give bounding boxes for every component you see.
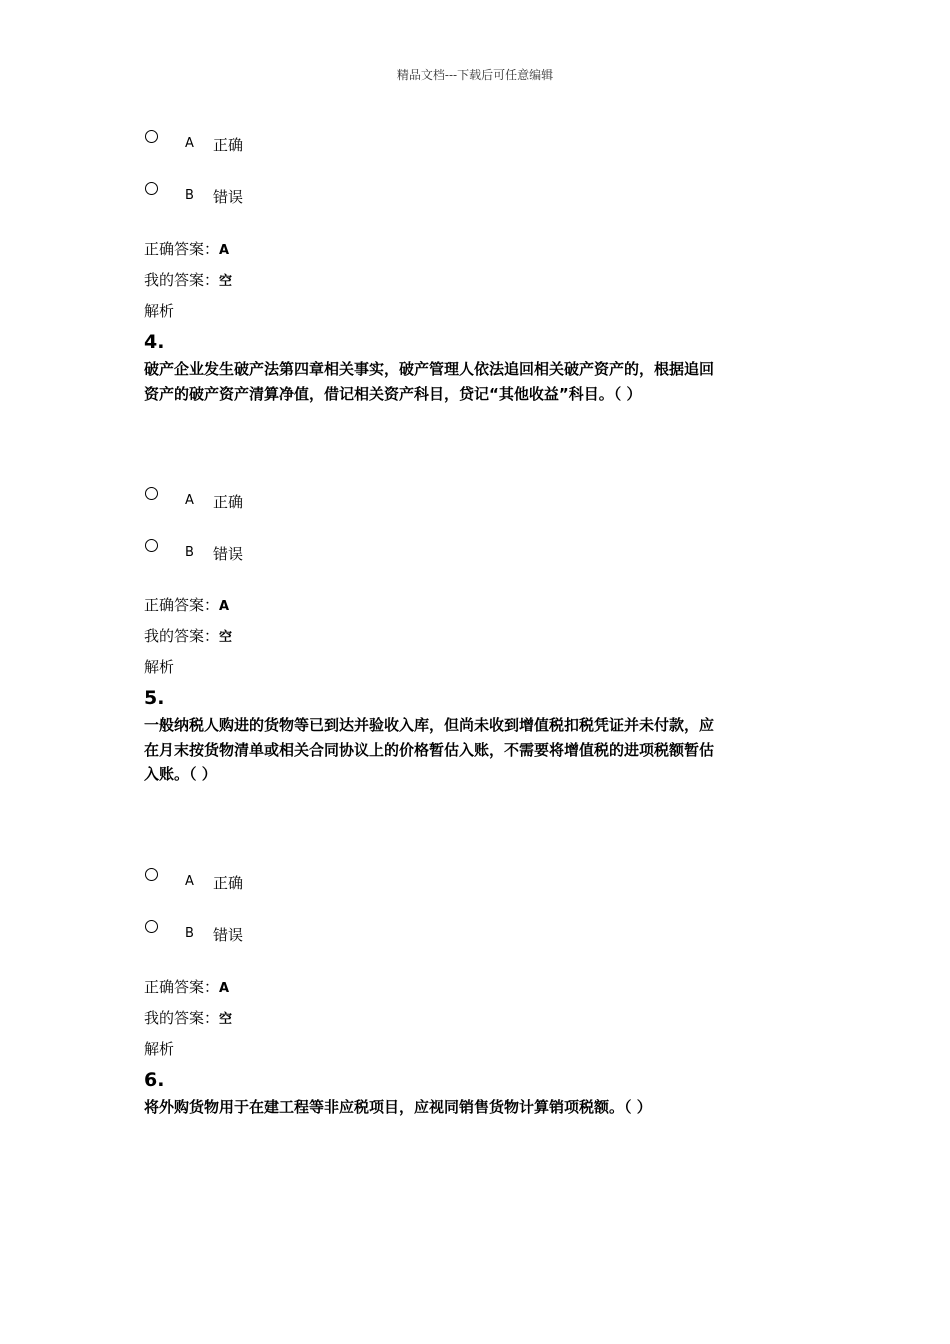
q3-option-a-letter: A [185, 136, 194, 151]
correct-answer-value: A [219, 981, 230, 996]
my-answer-value: 空 [219, 1012, 233, 1027]
q3-my-answer [144, 269, 232, 290]
q5-text-line: 入账。（ ） [144, 765, 217, 783]
q6-text-line: 将外购货物用于在建工程等非应税项目，应视同销售货物计算销项税额。（ ） [144, 1098, 652, 1116]
q4-text [144, 357, 804, 406]
q4-option-a-text[interactable]: 正确 [213, 493, 244, 511]
my-answer-value: 空 [219, 630, 233, 645]
my-answer-label: 我的答案： [144, 1009, 220, 1027]
q3-analysis-link[interactable]: 解析 [144, 302, 175, 320]
q5-my-answer [144, 1007, 232, 1028]
q5-number: 5. [144, 687, 165, 709]
correct-answer-value: A [219, 243, 230, 258]
q6-number: 6. [144, 1069, 165, 1091]
q4-option-b-text[interactable]: 错误 [213, 545, 244, 563]
correct-answer-label: 正确答案： [144, 978, 220, 996]
q5-option-a-text[interactable]: 正确 [213, 874, 244, 892]
my-answer-value: 空 [219, 274, 233, 289]
q4-my-answer [144, 625, 232, 646]
q3-option-b-radio[interactable] [145, 182, 158, 195]
q4-correct-answer [144, 594, 229, 615]
q5-option-b-text[interactable]: 错误 [213, 926, 244, 944]
my-answer-label: 我的答案： [144, 627, 220, 645]
correct-answer-label: 正确答案： [144, 240, 220, 258]
q5-text-line: 在月末按货物清单或相关合同协议上的价格暂估入账，不需要将增值税的进项税额暂估 [144, 740, 715, 759]
q3-correct-answer [144, 238, 229, 259]
q5-option-b-letter: B [185, 926, 194, 941]
q4-option-a-radio[interactable] [145, 487, 158, 500]
q3-option-b-text[interactable]: 错误 [213, 188, 244, 206]
q4-analysis-link[interactable]: 解析 [144, 658, 175, 676]
q4-option-a-letter: A [185, 493, 194, 508]
q4-option-b-letter: B [185, 545, 194, 560]
q3-option-b-letter: B [185, 188, 194, 203]
q4-text-line: 破产企业发生破产法第四章相关事实，破产管理人依法追回相关破产资产的，根据追回 [144, 360, 715, 378]
q3-option-a-radio[interactable] [145, 130, 158, 143]
correct-answer-value: A [219, 599, 230, 614]
q5-analysis-link[interactable]: 解析 [144, 1040, 175, 1058]
q5-correct-answer [144, 976, 229, 997]
q3-option-a-text[interactable]: 正确 [213, 136, 244, 154]
q5-text [144, 713, 804, 787]
q5-option-b-radio[interactable] [145, 920, 158, 933]
correct-answer-label: 正确答案： [144, 596, 220, 614]
q6-text [144, 1095, 804, 1120]
q5-text-line: 一般纳税人购进的货物等已到达并验收入库，但尚未收到增值税扣税凭证并未付款，应 [144, 716, 715, 734]
q5-option-a-radio[interactable] [145, 868, 158, 881]
q5-option-a-letter: A [185, 874, 194, 889]
my-answer-label: 我的答案： [144, 271, 220, 289]
q4-option-b-radio[interactable] [145, 539, 158, 552]
q4-number: 4. [144, 331, 165, 353]
page-header: 精品文档---下载后可任意编辑 [396, 68, 554, 82]
q4-text-line: 资产的破产资产清算净值，借记相关资产科目，贷记“其他收益”科目。（ ） [144, 384, 642, 403]
